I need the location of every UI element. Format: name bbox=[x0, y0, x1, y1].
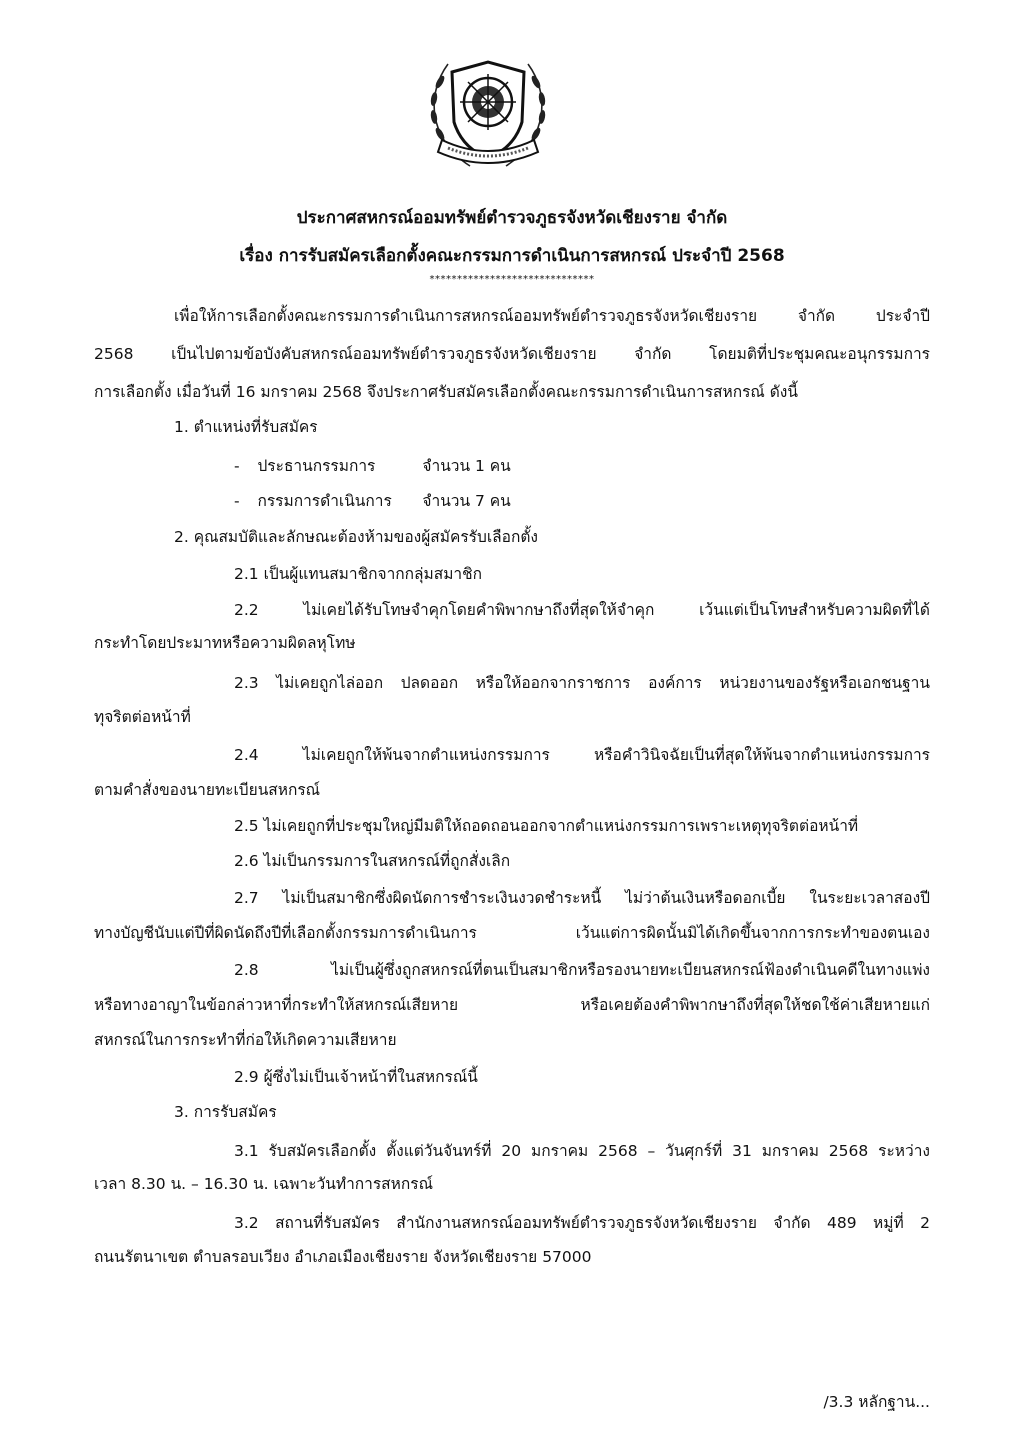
qualification-2-8-cont-2: สหกรณ์ในการกระทำที่ก่อให้เกิดความเสียหาย bbox=[94, 1031, 397, 1049]
title-divider-stars: ****************************** bbox=[429, 274, 595, 285]
position-dash: - bbox=[234, 492, 240, 510]
qualification-2-5: 2.5 ไม่เคยถูกที่ประชุมใหญ่มีมติให้ถอดถอนออกจากตำแหน่งกรรมการเพราะเหตุทุจริตต่อหน้าที่ bbox=[234, 817, 859, 835]
section-2-heading: 2. คุณสมบัติและลักษณะต้องห้ามของผู้สมัครรับเลือกตั้ง bbox=[174, 528, 538, 546]
application-period: 3.1 รับสมัครเลือกตั้ง ตั้งแต่วันจันทร์ที่ 20 มกราคม 2568 – วันศุกร์ที่ 31 มกราคม 2568 ระหว่าง bbox=[234, 1142, 930, 1160]
section-3-heading: 3. การรับสมัคร bbox=[174, 1103, 277, 1121]
qualification-2-7-cont: ทางบัญชีนับแต่ปีที่ผิดนัดถึงปีที่เลือกตั้งกรรมการดำเนินการ เว้นแต่การผิดนั้นมิได้เกิดขึ้นจากการกระทำของตนเอง bbox=[94, 924, 930, 942]
application-location-cont: ถนนรัตนาเขต ตำบลรอบเวียง อำเภอเมืองเชียงราย จังหวัดเชียงราย 57000 bbox=[94, 1248, 592, 1266]
qualification-2-8: 2.8 ไม่เป็นผู้ซึ่งถูกสหกรณ์ที่ตนเป็นสมาชิกหรือรองนายทะเบียนสหกรณ์ฟ้องดำเนินคดีในทางแพ่ง bbox=[234, 961, 930, 979]
qualification-2-4: 2.4 ไม่เคยถูกให้พ้นจากตำแหน่งกรรมการ หรือคำวินิจฉัยเป็นที่สุดให้พ้นจากตำแหน่งกรรมการ bbox=[234, 746, 930, 764]
cooperative-seal-icon bbox=[418, 44, 558, 178]
section-1-heading: 1. ตำแหน่งที่รับสมัคร bbox=[174, 418, 318, 436]
position-dash: - bbox=[234, 457, 240, 475]
qualification-2-4-cont: ตามคำสั่งของนายทะเบียนสหกรณ์ bbox=[94, 781, 321, 799]
position-count: จำนวน 1 คน bbox=[422, 457, 511, 475]
qualification-2-9: 2.9 ผู้ซึ่งไม่เป็นเจ้าหน้าที่ในสหกรณ์นี้ bbox=[234, 1068, 478, 1086]
position-title: ประธานกรรมการ bbox=[257, 457, 376, 475]
qualification-2-7: 2.7 ไม่เป็นสมาชิกซึ่งผิดนัดการชำระเงินงวดชำระหนี้ ไม่ว่าต้นเงินหรือดอกเบี้ย ในระยะเวลาสองปี bbox=[234, 889, 930, 907]
qualification-2-6: 2.6 ไม่เป็นกรรมการในสหกรณ์ที่ถูกสั่งเลิก bbox=[234, 852, 511, 870]
application-period-cont: เวลา 8.30 น. – 16.30 น. เฉพาะวันทำการสหกรณ์ bbox=[94, 1175, 433, 1193]
application-location: 3.2 สถานที่รับสมัคร สำนักงานสหกรณ์ออมทรัพย์ตำรวจภูธรจังหวัดเชียงราย จำกัด 489 หมู่ที่ 2 bbox=[234, 1214, 930, 1232]
continued-next-page: /3.3 หลักฐาน... bbox=[823, 1393, 930, 1411]
intro-line-2: 2568 เป็นไปตามข้อบังคับสหกรณ์ออมทรัพย์ตำรวจภูธรจังหวัดเชียงราย จำกัด โดยมติที่ประชุมคณะอนุกรรมการ bbox=[94, 345, 930, 363]
announcement-subject: เรื่อง การรับสมัครเลือกตั้งคณะกรรมการดำเนินการสหกรณ์ ประจำปี 2568 bbox=[239, 246, 785, 266]
position-row bbox=[234, 491, 511, 511]
qualification-2-3-cont: ทุจริตต่อหน้าที่ bbox=[94, 708, 191, 726]
qualification-2-2-cont: กระทำโดยประมาทหรือความผิดลหุโทษ bbox=[94, 634, 356, 652]
intro-line-1: เพื่อให้การเลือกตั้งคณะกรรมการดำเนินการสหกรณ์ออมทรัพย์ตำรวจภูธรจังหวัดเชียงราย จำกัด ประจำปี bbox=[174, 307, 930, 325]
qualification-2-1: 2.1 เป็นผู้แทนสมาชิกจากกลุ่มสมาชิก bbox=[234, 565, 483, 583]
qualification-2-2: 2.2 ไม่เคยได้รับโทษจำคุกโดยคำพิพากษาถึงที่สุดให้จำคุก เว้นแต่เป็นโทษสำหรับความผิดที่ได้ bbox=[234, 601, 930, 619]
position-title: กรรมการดำเนินการ bbox=[257, 492, 392, 510]
intro-line-3: การเลือกตั้ง เมื่อวันที่ 16 มกราคม 2568 จึงประกาศรับสมัครเลือกตั้งคณะกรรมการดำเนินการสหกรณ์ ดังนี้ bbox=[94, 383, 798, 401]
position-count: จำนวน 7 คน bbox=[422, 492, 511, 510]
qualification-2-8-cont: หรือทางอาญาในข้อกล่าวหาที่กระทำให้สหกรณ์เสียหาย หรือเคยต้องคำพิพากษาถึงที่สุดให้ชดใช้ค่าเสียหายแก่ bbox=[94, 996, 930, 1014]
announcement-title: ประกาศสหกรณ์ออมทรัพย์ตำรวจภูธรจังหวัดเชียงราย จำกัด bbox=[296, 208, 728, 228]
qualification-2-3: 2.3 ไม่เคยถูกไล่ออก ปลดออก หรือให้ออกจากราชการ องค์การ หน่วยงานของรัฐหรือเอกชนฐาน bbox=[234, 674, 930, 692]
position-row bbox=[234, 456, 511, 476]
